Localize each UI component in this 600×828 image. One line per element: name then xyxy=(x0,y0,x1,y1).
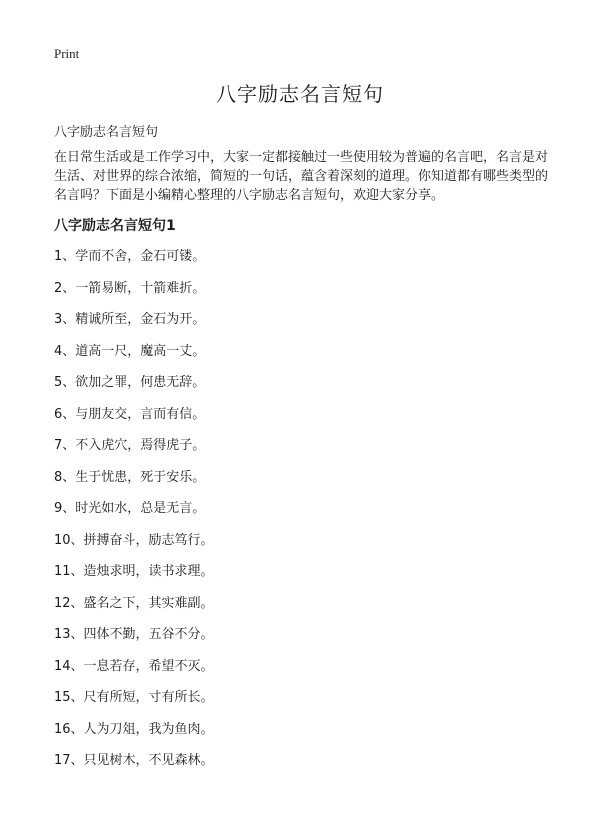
quote-item: 8、生于忧患，死于安乐。 xyxy=(54,469,206,485)
quote-item: 4、道高一尺，魔高一丈。 xyxy=(54,343,206,359)
quote-item: 11、造烛求明，读书求理。 xyxy=(54,564,214,579)
quote-item: 16、人为刀俎，我为鱼肉。 xyxy=(54,721,214,737)
quote-item: 14、一息若存，希望不灭。 xyxy=(54,658,214,674)
quote-item: 12、盛名之下，其实难副。 xyxy=(54,595,214,611)
quote-item: 7、不入虎穴，焉得虎子。 xyxy=(54,438,206,453)
quote-item: 15、尺有所短，寸有所长。 xyxy=(54,690,214,705)
print-link[interactable]: Print xyxy=(54,46,80,61)
section-heading: 八字励志名言短句1 xyxy=(54,218,176,234)
quote-item: 10、拼搏奋斗，励志笃行。 xyxy=(54,532,214,548)
quote-item: 1、学而不舍，金石可镂。 xyxy=(54,249,206,264)
quote-item: 3、精诚所至，金石为开。 xyxy=(54,312,206,327)
quote-item: 2、一箭易断，十箭难折。 xyxy=(54,280,206,296)
intro-paragraph: 在日常生活或是工作学习中，大家一定都接触过一些使用较为普遍的名言吧，名言是对生活、对世界的综合浓缩，简短的一句话，蕴含着深刻的道理。你知道都有哪些类型的名言吗？下面是小编精心整理的八字励志名言短句，欢迎大家分享。 xyxy=(54,150,549,203)
quote-item: 9、时光如水，总是无言。 xyxy=(54,501,206,516)
quote-item: 17、只见树木，不见森林。 xyxy=(54,753,214,768)
quote-item: 13、四体不勤，五谷不分。 xyxy=(54,627,214,642)
page-title: 八字励志名言短句 xyxy=(216,82,384,106)
document-subtitle: 八字励志名言短句 xyxy=(54,125,159,140)
quote-list xyxy=(54,249,214,785)
quote-item: 5、欲加之罪，何患无辞。 xyxy=(54,375,206,390)
quote-item: 6、与朋友交，言而有信。 xyxy=(54,406,206,422)
